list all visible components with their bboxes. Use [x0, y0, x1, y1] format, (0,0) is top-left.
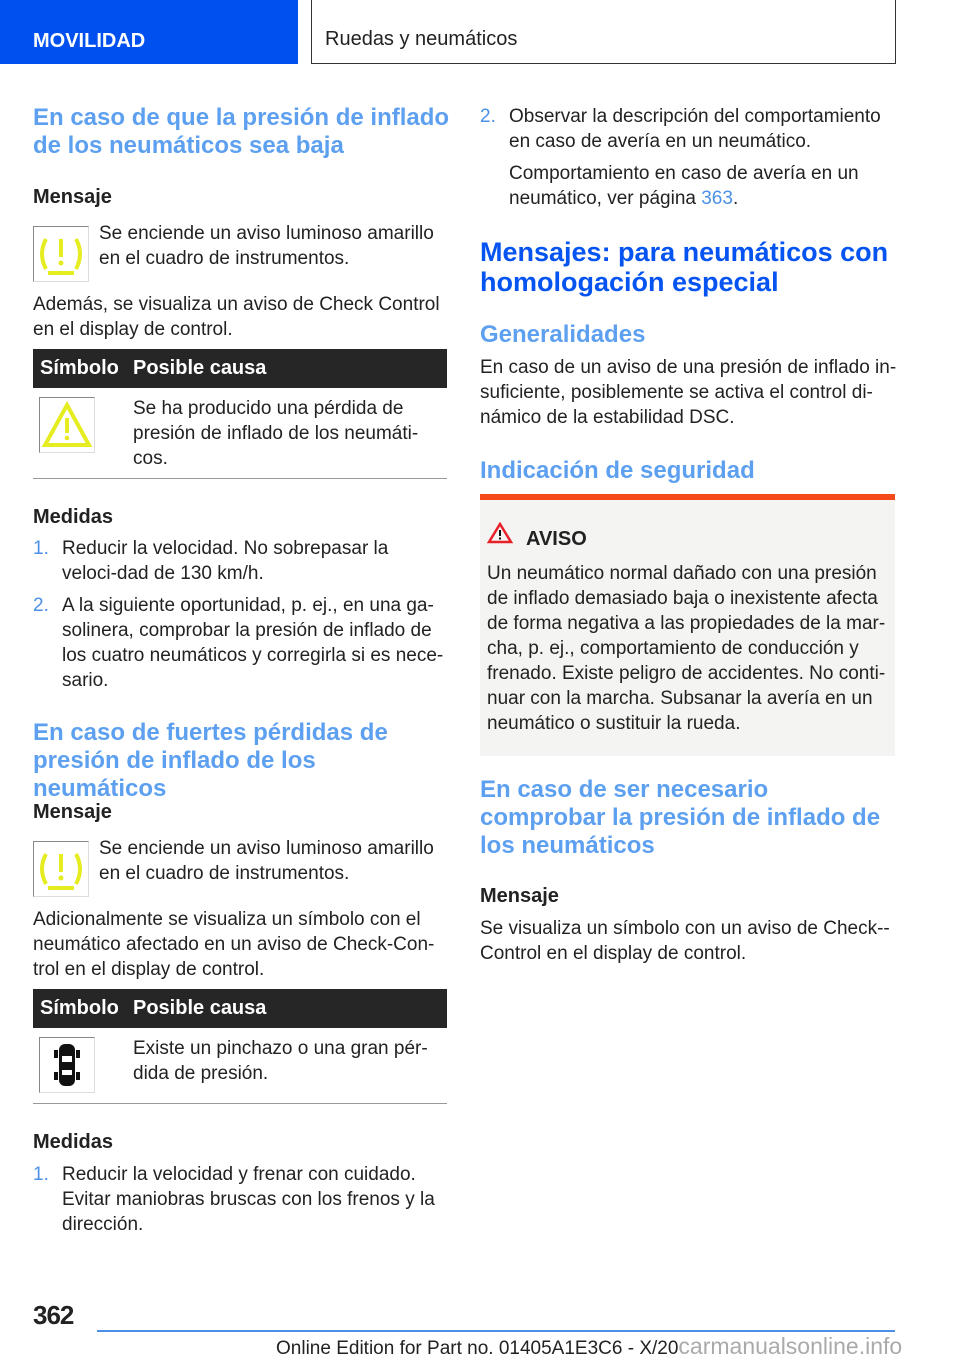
step-number: 1. [33, 1164, 49, 1185]
table-header [33, 989, 447, 1028]
heading-special-tires: Mensajes: para neumáticos con homologación especial [480, 237, 889, 297]
heading-strong-loss: En caso de fuertes pérdidas de presión de inflado de los neumáticos [33, 719, 388, 802]
page-link[interactable]: 363 [701, 188, 733, 209]
page-number: 362 [33, 1300, 74, 1330]
warning-label: AVISO [526, 528, 587, 550]
section-label: MOVILIDAD [33, 30, 146, 52]
message-extra: Además, se visualiza un aviso de Check Control en el display de control. [33, 294, 440, 340]
chapter-label: Ruedas y neumáticos [325, 28, 518, 50]
step-text: Reducir la velocidad. No sobrepasar la veloci-dad de 130 km/h. [62, 538, 389, 584]
table-header [33, 349, 447, 388]
footer-edition [276, 1333, 902, 1360]
col-cause: Posible causa [133, 357, 267, 379]
section-tab [0, 0, 298, 64]
table-cell-cause: Existe un pinchazo o una gran pér-dida de presión. [133, 1038, 428, 1084]
reference-text: Comportamiento en caso de avería en un neumático, ver página [509, 163, 859, 209]
watermark: carmanualsonline.info [678, 1333, 903, 1359]
step-text: A la siguiente oportunidad, p. ej., en una ga-solinera, comprobar la presión de inflado de los cuatro neumáticos y corregirla si es nece-sario. [62, 595, 444, 691]
heading-low-pressure: En caso de que la presión de inflado de los neumáticos sea baja [33, 104, 450, 159]
warning-triangle-icon [487, 522, 513, 544]
message-title: Mensaje [33, 186, 112, 208]
table-cell-cause: Se ha producido una pérdida de presión de inflado de los neumáti-cos. [133, 398, 419, 469]
warning-text: Un neumático normal dañado con una presión de inflado demasiado baja o inexistente afecta de forma negativa a las propiedades de la mar-cha, p. ej., comportamiento de conducción y frenado. Existe peligro de accidentes. No conti-nuar con la marcha. Subsanar la avería en un neumático o sustituir la rueda. [487, 563, 886, 734]
step-text: Reducir la velocidad y frenar con cuidado. Evitar maniobras bruscas con los frenos y la dirección. [62, 1164, 435, 1235]
message-title: Mensaje [480, 885, 559, 907]
warning-triangle-icon [39, 397, 95, 453]
page-reference [509, 161, 894, 211]
measures-title: Medidas [33, 1131, 114, 1153]
chapter-tab [311, 0, 896, 64]
heading-general: Generalidades [480, 321, 646, 348]
message-text: Se visualiza un símbolo con un aviso de Check--Control en el display de control. [480, 918, 890, 964]
edition-text: Online Edition for Part no. 01405A1E3C6 - X/20 [276, 1338, 679, 1359]
divider [33, 478, 447, 479]
col-symbol: Símbolo [40, 357, 119, 379]
divider [33, 1103, 447, 1104]
step-number: 1. [33, 538, 49, 559]
heading-safety: Indicación de seguridad [480, 457, 755, 484]
message-text: Se enciende un aviso luminoso amarillo en el cuadro de instrumentos. [99, 223, 434, 269]
message-extra: Adicionalmente se visualiza un símbolo con el neumático afectado en un aviso de Check-Con-trol en el display de control. [33, 909, 435, 980]
warning-box [480, 494, 895, 756]
reference-end: . [732, 188, 739, 209]
col-symbol: Símbolo [40, 997, 119, 1019]
tpms-warning-icon [33, 226, 89, 282]
tpms-warning-icon [33, 841, 89, 897]
message-title: Mensaje [33, 801, 112, 823]
general-text: En caso de un aviso de una presión de inflado in-suficiente, posiblemente se activa el control di-námico de la estabilidad DSC. [480, 357, 897, 428]
footer-rule [97, 1330, 895, 1332]
message-text: Se enciende un aviso luminoso amarillo en el cuadro de instrumentos. [99, 838, 434, 884]
step-text: Observar la descripción del comportamiento en caso de avería en un neumático. [509, 106, 881, 152]
heading-check-pressure: En caso de ser necesario comprobar la presión de inflado de los neumáticos [480, 776, 881, 859]
col-cause: Posible causa [133, 997, 267, 1019]
step-number: 2. [480, 106, 496, 127]
step-number: 2. [33, 595, 49, 616]
measures-title: Medidas [33, 506, 114, 528]
car-tire-icon [39, 1037, 95, 1093]
